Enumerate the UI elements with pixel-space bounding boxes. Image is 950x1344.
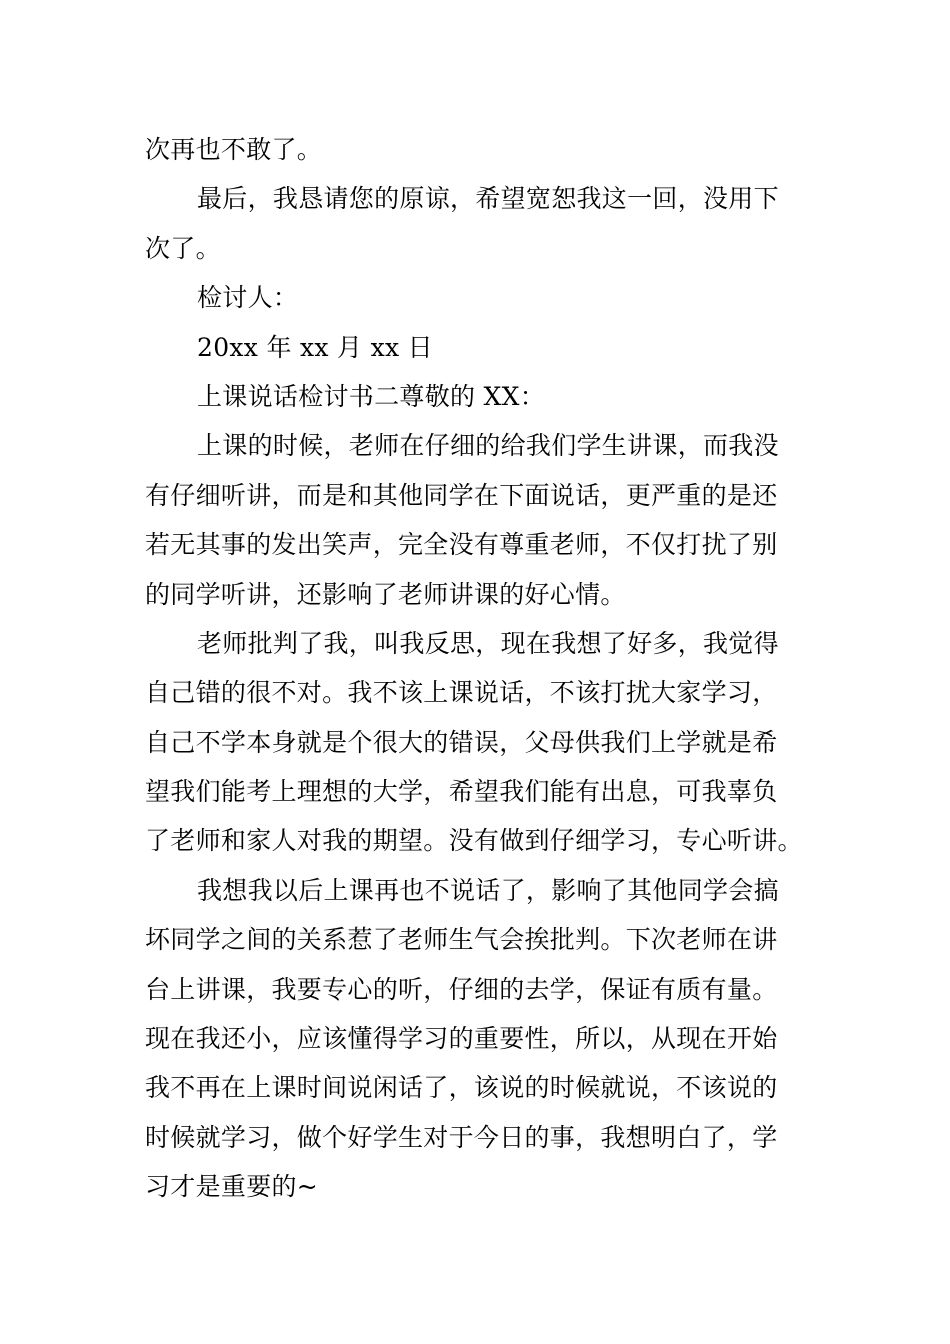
text-line: 最后，我恳请您的原谅，希望宽恕我这一回，没用下: [197, 184, 779, 214]
text-line: 了老师和家人对我的期望。没有做到仔细学习，专心听讲。: [145, 826, 803, 856]
document-body: [145, 125, 810, 1212]
text-line: 望我们能考上理想的大学，希望我们能有出息，可我辜负: [145, 777, 778, 807]
signature-label: 检讨人：: [197, 283, 299, 313]
text-line: 我想我以后上课再也不说话了，影响了其他同学会搞: [197, 875, 779, 905]
section-heading: 上课说话检讨书二尊敬的 XX：: [197, 381, 546, 411]
text-line: 坏同学之间的关系惹了老师生气会挨批判。下次老师在讲: [145, 925, 778, 955]
text-line: 我不再在上课时间说闲话了，该说的时候就说，不该说的: [145, 1073, 778, 1103]
text-line: 老师批判了我，叫我反思，现在我想了好多，我觉得: [197, 628, 779, 658]
text-line: 自己不学本身就是个很大的错误，父母供我们上学就是希: [145, 727, 778, 757]
text-line: 现在我还小，应该懂得学习的重要性，所以，从现在开始: [145, 1024, 778, 1054]
text-line: 自己错的很不对。我不该上课说话，不该打扰大家学习，: [145, 678, 778, 708]
text-line: 台上讲课，我要专心的听，仔细的去学，保证有质有量。: [145, 974, 778, 1004]
text-line: 次了。: [145, 233, 221, 263]
text-line: 次再也不敢了。: [145, 135, 323, 164]
text-line: 有仔细听讲，而是和其他同学在下面说话，更严重的是还: [145, 480, 778, 510]
text-line: 时候就学习，做个好学生对于今日的事，我想明白了，学: [145, 1122, 778, 1152]
text-line: 若无其事的发出笑声，完全没有尊重老师，不仅打扰了别: [145, 530, 778, 560]
text-line: 上课的时候，老师在仔细的给我们学生讲课，而我没: [197, 431, 779, 461]
text-line: 的同学听讲，还影响了老师讲课的好心情。: [145, 579, 626, 609]
date-line: 20xx 年 xx 月 xx 日: [197, 332, 433, 362]
text-line: 习才是重要的~: [145, 1172, 319, 1202]
